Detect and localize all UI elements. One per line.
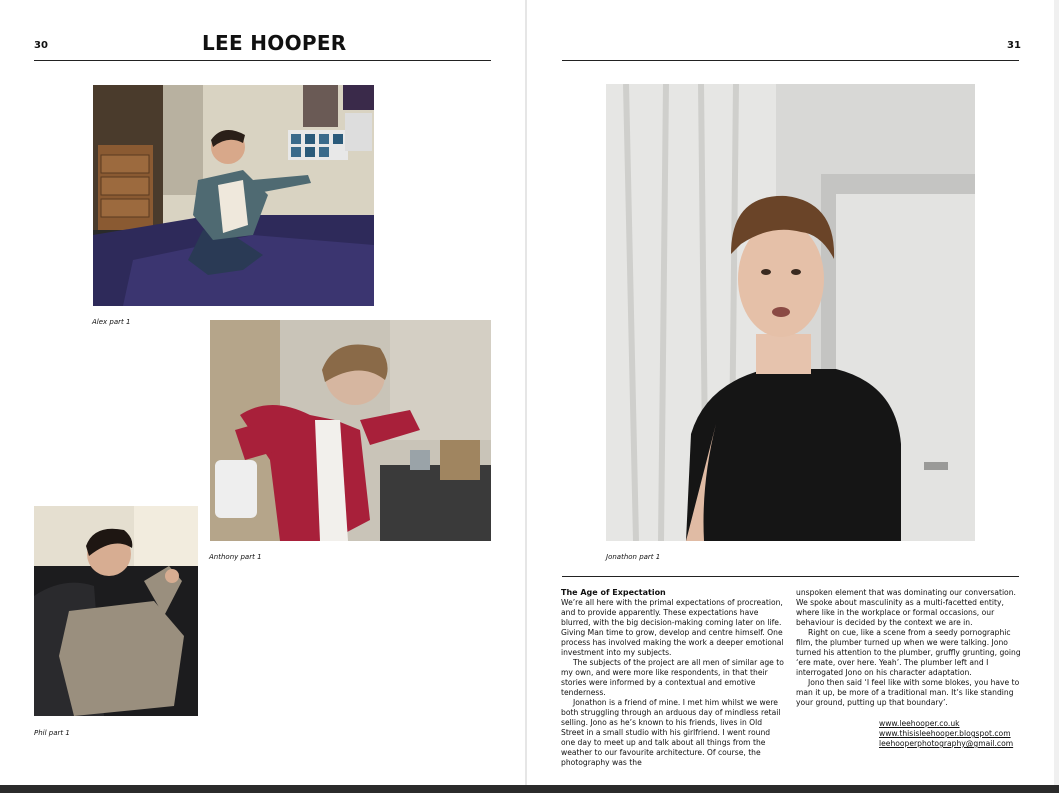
photo-jonathon (606, 84, 975, 541)
caption-jonathon: Jonathon part 1 (606, 553, 661, 561)
caption-phil: Phil part 1 (34, 729, 70, 737)
article-paragraph: The subjects of the project are all men of similar age to my own, and were more like respondents, in that their stories were informed by a contextual and emotive tenderness. (561, 658, 784, 697)
header-rule-left (34, 60, 491, 61)
blog-link[interactable]: www.thisisleehooper.blogspot.com (879, 729, 1011, 738)
contact-links (879, 719, 1013, 749)
article-title: The Age of Expectation (561, 588, 666, 597)
article-rule (562, 576, 1019, 577)
caption-alex: Alex part 1 (92, 318, 131, 326)
page-number-right: 31 (1007, 40, 1021, 51)
photo-alex (93, 85, 374, 306)
spread-bottom-edge (0, 785, 1059, 793)
article-paragraph: Jonathon is a friend of mine. I met him whilst we were both struggling through an arduous day of mindless retail selling. Jono as he’s known to his friends, lives in Old Street in a small studio with his girlfriend. I went round one day to meet up and talk about all things from the weather to our favourite architecture. Of course, the photography was the (561, 698, 781, 767)
article-paragraph: Right on cue, like a scene from a seedy pornographic film, the plumber turned up when we were talking. Jono turned his attention to the plumber, gruffly grunting, going ‘ere mate, over here. Yeah’. The plumber left and I interrogated Jono on his character adaptation. (796, 628, 1021, 677)
article-paragraph: We’re all here with the primal expectations of procreation, and to provide apparently. These expectations have blurred, with the big decision-making coming later on life. Giving Man time to grow, develop and centre himself. One process has involved making the work a deeper emotional investment into my subjects. (561, 598, 784, 657)
website-link[interactable]: www.leehooper.co.uk (879, 719, 960, 728)
page-edge (1054, 0, 1059, 793)
page-gutter (525, 0, 527, 785)
article-paragraph: Jono then said ‘I feel like with some blokes, you have to man it up, be more of a traditional man. It’s like standing your ground, putting up that boundary’. (796, 678, 1020, 707)
photo-phil (34, 506, 198, 716)
header-rule-right (562, 60, 1019, 61)
caption-anthony: Anthony part 1 (209, 553, 262, 561)
article-column-2 (796, 588, 1021, 708)
running-head: LEE HOOPER (202, 31, 347, 55)
page-number-left: 30 (34, 40, 48, 51)
article-paragraph: unspoken element that was dominating our conversation. We spoke about masculinity as a multi-facetted entity, where like in the workplace or formal occasions, our behaviour is decided by the context we are in. (796, 588, 1016, 627)
photo-anthony (210, 320, 491, 541)
article-column-1 (561, 588, 786, 768)
email-link[interactable]: leehooperphotography@gmail.com (879, 739, 1014, 748)
